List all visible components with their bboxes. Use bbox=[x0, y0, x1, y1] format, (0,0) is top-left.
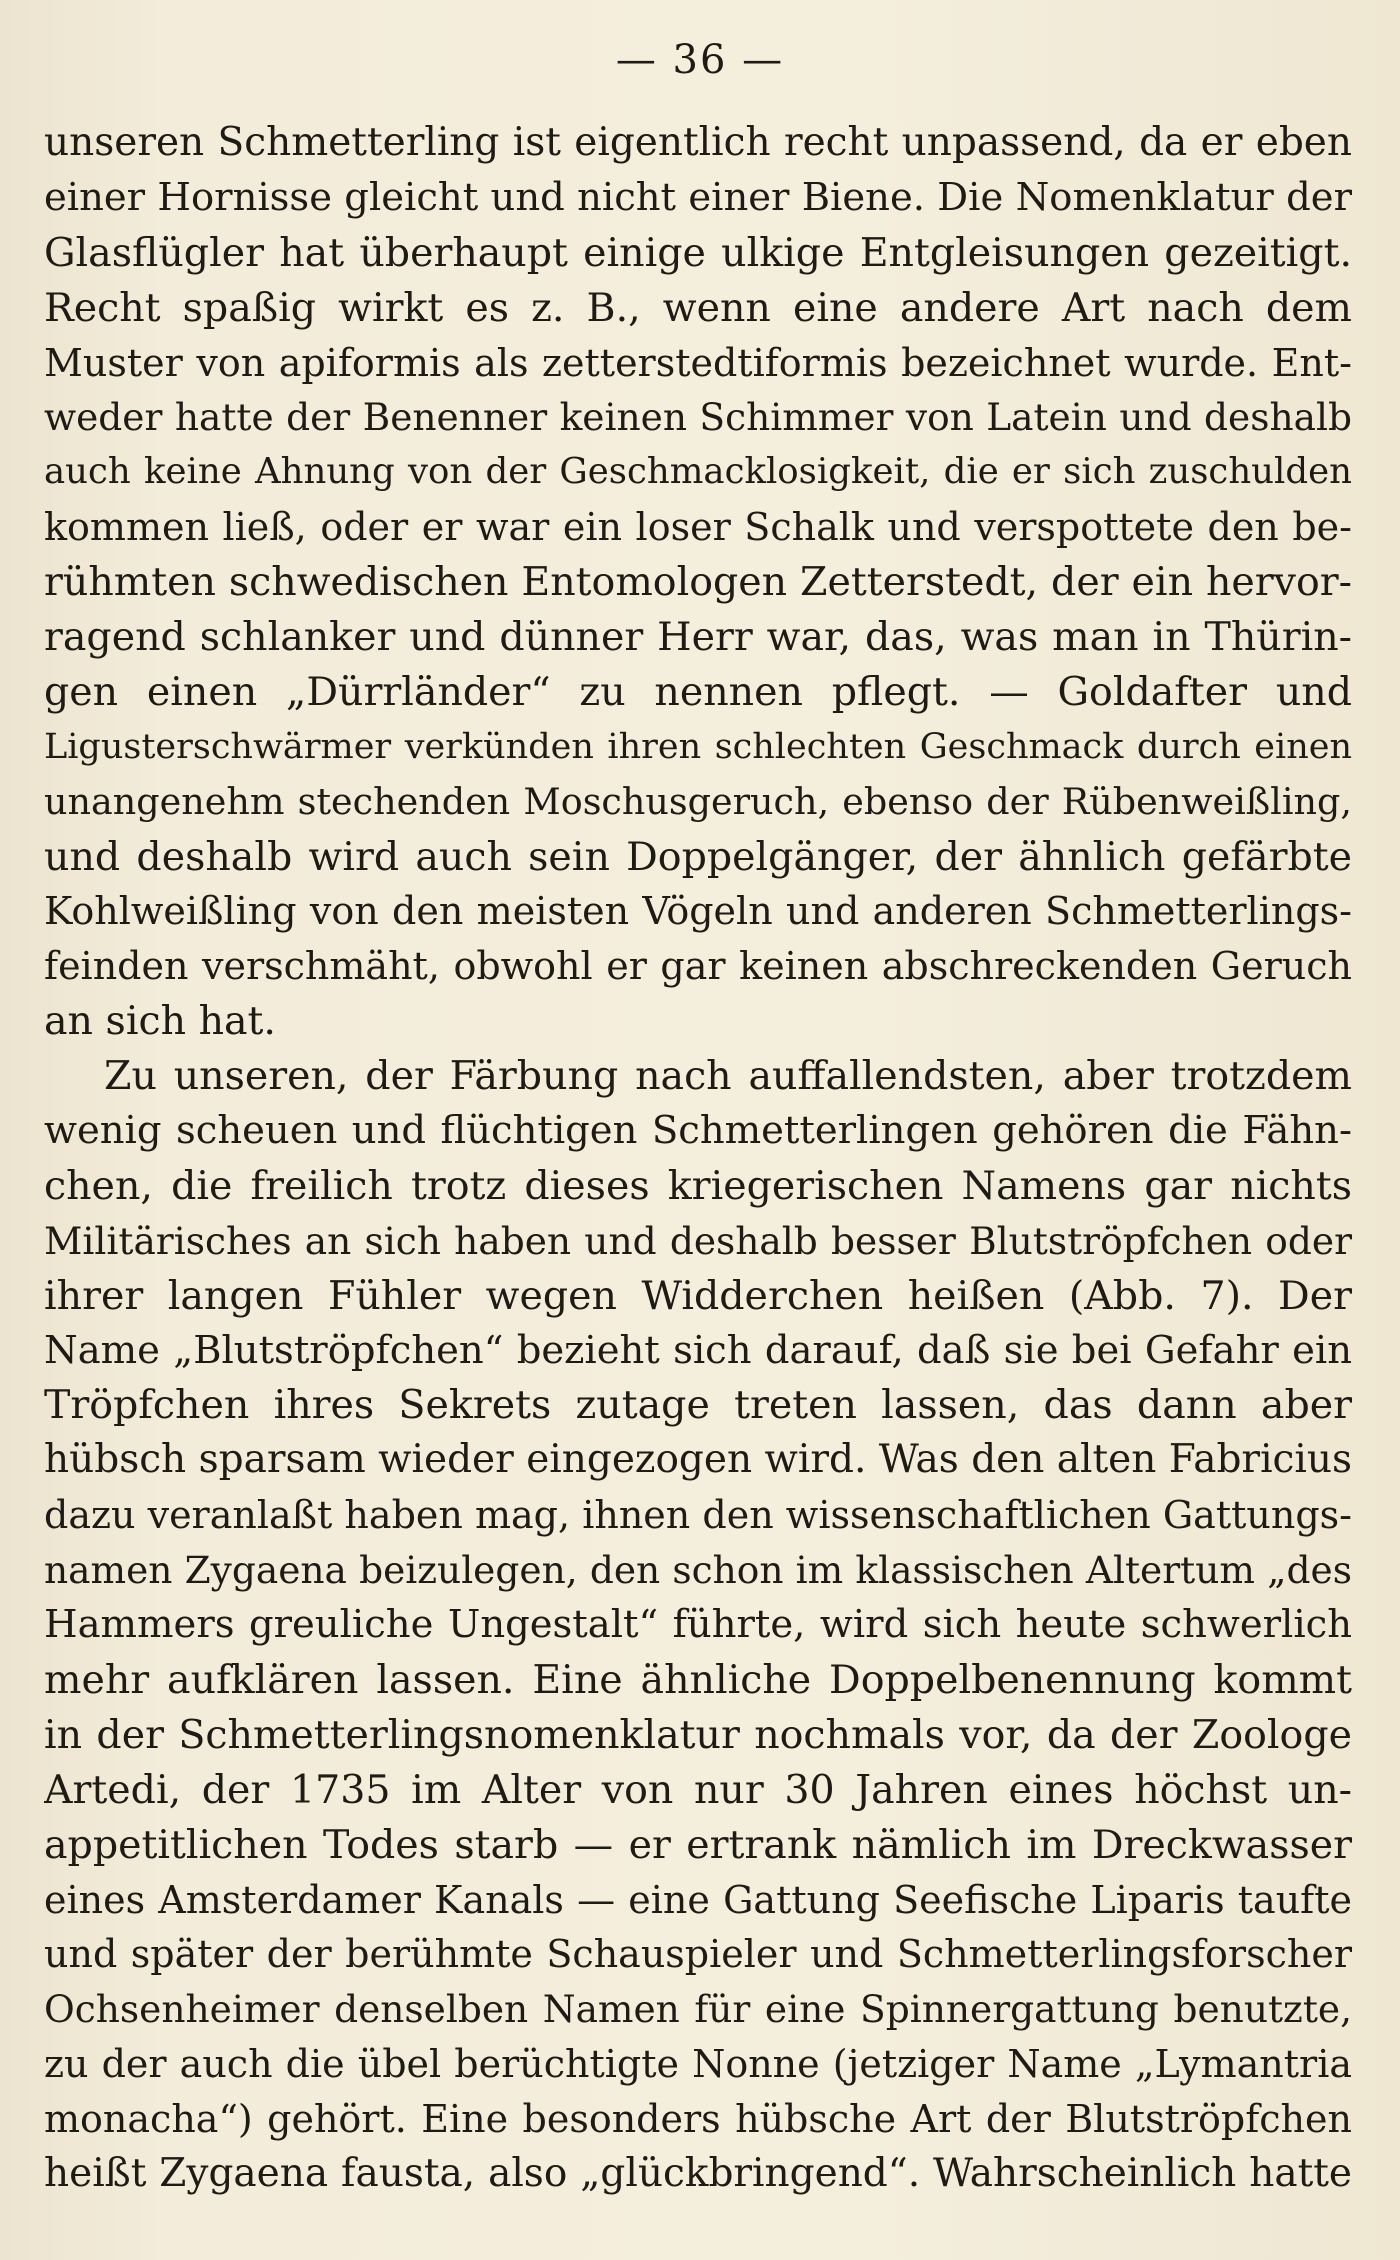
text-line: Name „Blutströpfchen“ bezieht sich darauf, daß sie bei Gefahr ein bbox=[44, 1327, 1352, 1373]
text-line: Tröpfchen ihres Sekrets zutage treten lassen, das dann aber bbox=[44, 1382, 1352, 1429]
text-line: unseren Schmetterling ist eigentlich recht unpassend, da er eben bbox=[44, 120, 1352, 165]
text-line: mehr aufklären lassen. Eine ähnliche Doppelbenennung kommt bbox=[44, 1656, 1352, 1703]
text-line: kommen ließ, oder er war ein loser Schalk und verspottete den be- bbox=[44, 505, 1352, 550]
paragraph-start-line: Zu unseren, der Färbung nach auffallendsten, aber trotzdem bbox=[104, 1053, 1352, 1100]
text-line: zu der auch die übel berüchtigte Nonne (jetziger Name „Lymantria bbox=[44, 2042, 1352, 2087]
text-line: ragend schlanker und dünner Herr war, das, was man in Thürin- bbox=[44, 614, 1352, 661]
body-text bbox=[44, 116, 1352, 2202]
page-number: — 36 — bbox=[615, 37, 785, 83]
text-line: heißt Zygaena fausta, also „glückbringend“. Wahrscheinlich hatte bbox=[44, 2150, 1352, 2196]
text-line: Artedi, der 1735 im Alter von nur 30 Jahren eines höchst un- bbox=[44, 1766, 1352, 1813]
text-line: feinden verschmäht, obwohl er gar keinen abschreckenden Geruch bbox=[44, 944, 1352, 989]
text-line: und deshalb wird auch sein Doppelgänger, der ähnlich gefärbte bbox=[44, 833, 1352, 880]
text-line: Militärisches an sich haben und deshalb besser Blutströpfchen oder bbox=[44, 1218, 1352, 1263]
text-line: chen, die freilich trotz dieses kriegerischen Namens gar nichts bbox=[44, 1162, 1352, 1209]
text-line: Muster von apiformis als zetterstedtiformis bezeichnet wurde. Ent- bbox=[44, 340, 1352, 385]
text-line: Recht spaßig wirkt es z. B., wenn eine andere Art nach dem bbox=[44, 284, 1352, 331]
text-line: Hammers greuliche Ungestalt“ führte, wird sich heute schwerlich bbox=[44, 1602, 1352, 1648]
text-line: ihrer langen Fühler wegen Widderchen heißen (Abb. 7). Der bbox=[44, 1272, 1352, 1319]
text-line: weder hatte der Benenner keinen Schimmer von Latein und deshalb bbox=[44, 395, 1352, 440]
text-line: wenig scheuen und flüchtigen Schmetterlingen gehören die Fähn- bbox=[44, 1108, 1352, 1154]
paragraph-end-line: an sich hat. bbox=[44, 998, 276, 1045]
text-line: gen einen „Dürrländer“ zu nennen pflegt. — Goldafter und bbox=[44, 668, 1352, 715]
text-line: Ligusterschwärmer verkünden ihren schlechten Geschmack durch einen bbox=[44, 726, 1352, 767]
text-line: in der Schmetterlingsnomenklatur nochmals vor, da der Zoologe bbox=[44, 1711, 1352, 1758]
text-line: unangenehm stechenden Moschusgeruch, ebenso der Rübenweißling, bbox=[44, 779, 1352, 823]
text-line: namen Zygaena beizulegen, den schon im klassischen Altertum „des bbox=[44, 1548, 1352, 1593]
text-line: monacha“) gehört. Eine besonders hübsche Art der Blutströpfchen bbox=[44, 2097, 1352, 2142]
text-line: rühmten schwedischen Entomologen Zetterstedt, der ein hervor- bbox=[44, 559, 1352, 606]
text-line: Kohlweißling von den meisten Vögeln und anderen Schmetterlings- bbox=[44, 889, 1352, 934]
text-line: auch keine Ahnung von der Geschmacklosigkeit, die er sich zuschulden bbox=[44, 451, 1352, 493]
text-line: appetitlichen Todes starb — er ertrank nämlich im Dreckwasser bbox=[44, 1821, 1352, 1868]
text-line: Glasflügler hat überhaupt einige ulkige Entgleisungen gezeitigt. bbox=[44, 229, 1352, 276]
text-line: hübsch sparsam wieder eingezogen wird. Was den alten Fabricius bbox=[44, 1437, 1352, 1483]
text-line: und später der berühmte Schauspieler und Schmetterlingsforscher bbox=[44, 1932, 1352, 1977]
text-line: einer Hornisse gleicht und nicht einer Biene. Die Nomenklatur der bbox=[44, 174, 1352, 220]
text-line: Ochsenheimer denselben Namen für eine Spinnergattung benutzte, bbox=[44, 1987, 1352, 2032]
text-line: dazu veranlaßt haben mag, ihnen den wissenschaftlichen Gattungs- bbox=[44, 1493, 1352, 1538]
text-line: eines Amsterdamer Kanals — eine Gattung Seefische Liparis taufte bbox=[44, 1877, 1352, 1922]
